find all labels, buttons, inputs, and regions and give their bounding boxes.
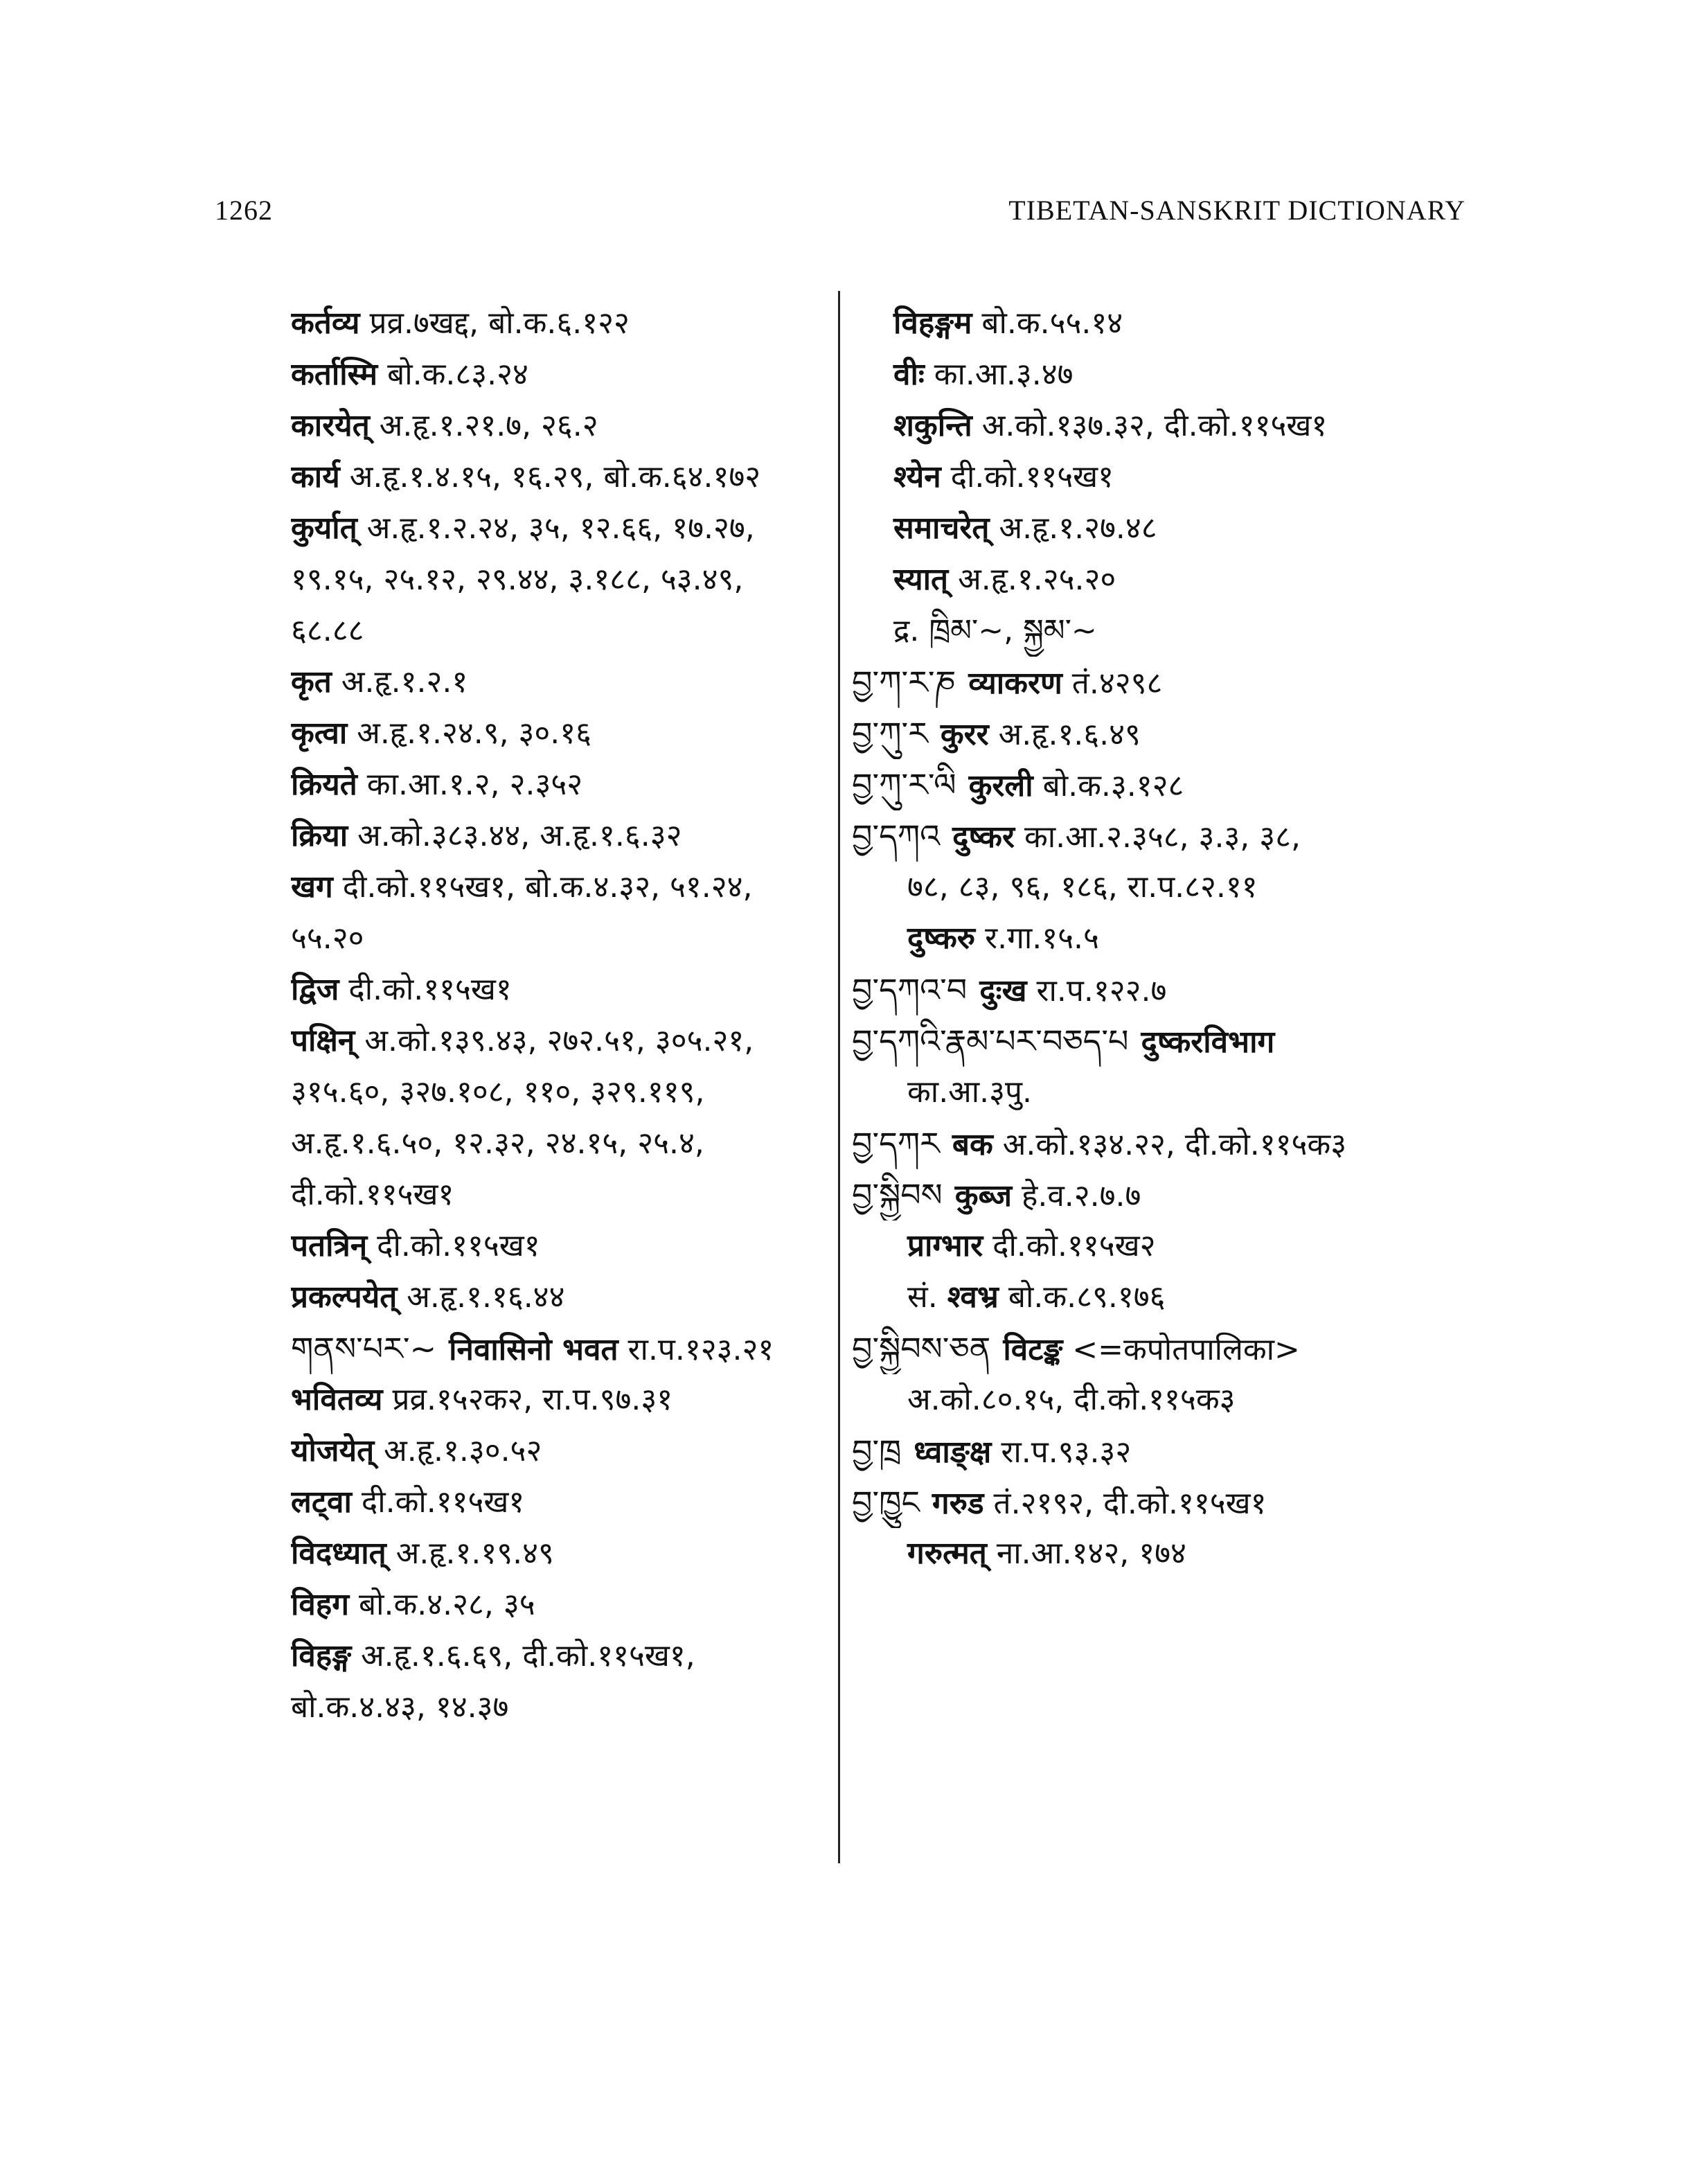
entry-line	[291, 1220, 845, 1272]
sanskrit-headword: दुष्करु	[907, 921, 976, 956]
source-reference: बो.क.४.४३, १४.३७	[291, 1689, 509, 1725]
entry-line	[852, 1067, 1461, 1118]
source-reference: प्रव्र.१५२क२, रा.प.९७.३१	[382, 1382, 673, 1417]
entry-line	[852, 1426, 1461, 1477]
source-reference: अ.हृ.१.२४.९, ३०.१६	[347, 716, 592, 751]
sanskrit-headword: भवितव्य	[291, 1382, 383, 1417]
entry-line	[852, 964, 1461, 1015]
source-reference: हे.व.२.७.७	[1011, 1178, 1141, 1214]
source-reference: तं.४२९८	[1062, 666, 1163, 701]
source-reference: ५५.२०	[291, 921, 364, 956]
sanskrit-headword: द्विज	[291, 972, 339, 1007]
left-column	[291, 298, 845, 1733]
tibetan-term: བྱ་ཀུ་ར་ལི	[852, 766, 956, 804]
sanskrit-headword: कुब्ज	[954, 1178, 1012, 1214]
sanskrit-headword: विटङ्क	[1003, 1332, 1063, 1367]
source-reference: अ.हृ.१.१६.४४	[397, 1279, 565, 1315]
entry-line	[291, 1682, 845, 1733]
source-reference: ७८, ८३, ९६, १८६, रा.प.८२.११	[907, 869, 1258, 905]
entry-line	[852, 605, 1461, 657]
entry-line	[291, 554, 845, 605]
entry-line	[852, 1118, 1461, 1169]
entry-line	[852, 1220, 1461, 1272]
source-reference: अ.हृ.१.२.१	[331, 664, 468, 700]
entry-line	[291, 1579, 845, 1631]
sanskrit-headword: कृत्वा	[291, 716, 348, 751]
tibetan-term: བྱ་སྐྱིབས	[852, 1176, 943, 1214]
entry-line	[852, 1374, 1461, 1426]
source-reference: रा.प.१२२.७	[1026, 973, 1167, 1009]
entry-line	[852, 708, 1461, 759]
sanskrit-headword: योजयेत्	[291, 1433, 375, 1468]
entry-line	[291, 657, 845, 708]
tibetan-term: གནས་པར་~	[291, 1330, 437, 1367]
entry-line	[852, 503, 1461, 554]
sanskrit-headword: कुरली	[968, 768, 1033, 804]
entry-line	[291, 1272, 845, 1323]
entry-line	[852, 1528, 1461, 1579]
sanskrit-headword: कुरर	[940, 717, 989, 752]
entry-line	[852, 810, 1461, 862]
sanskrit-headword: कर्तव्य	[291, 305, 360, 341]
source-reference: अ.हृ.१.२७.४८	[989, 511, 1157, 546]
sanskrit-headword: विहग	[291, 1587, 349, 1622]
sanskrit-headword: स्यात्	[893, 562, 949, 597]
source-reference: ३१५.६०, ३२७.१०८, ११०, ३२९.११९,	[291, 1074, 705, 1110]
sanskrit-headword: समाचरेत्	[893, 511, 990, 546]
sanskrit-headword: कार्य	[291, 459, 340, 495]
source-reference: दी.को.११५ख१	[291, 1177, 454, 1212]
source-reference: तं.२१९२, दी.को.११५ख१	[983, 1486, 1267, 1521]
sanskrit-headword: श्वभ्र	[947, 1279, 999, 1315]
source-reference: दी.को.११५ख२	[983, 1228, 1156, 1263]
sanskrit-headword: वीः	[893, 357, 925, 392]
entry-line	[852, 657, 1461, 708]
source-reference: बो.क.८३.२४	[377, 357, 528, 392]
source-reference: अ.हृ.१.२१.७, २६.२	[369, 408, 598, 443]
tibetan-term: བྱ་དཀའི་རྣམ་པར་བཅད་པ	[852, 1022, 1129, 1060]
source-reference: अ.को.३८३.४४, अ.हृ.१.६.३२	[348, 818, 682, 853]
source-reference: अ.हृ.१.२५.२०	[948, 562, 1116, 597]
tibetan-term: བྱ་ཀ་ར་ཎ	[852, 664, 956, 701]
source-reference: का.आ.२.३५८, ३.३, ३८,	[1014, 819, 1301, 855]
source-reference: र.गा.१५.५	[975, 921, 1099, 956]
entry-line	[291, 1015, 845, 1067]
entry-line	[291, 708, 845, 759]
source-reference: दी.को.११५ख१, बो.क.४.३२, ५१.२४,	[332, 869, 753, 905]
entry-line	[291, 862, 845, 913]
sanskrit-headword: क्रिया	[291, 818, 348, 853]
sanskrit-headword: पतत्रिन्	[291, 1228, 368, 1263]
source-reference: प्रव्र.७खद्द, बो.क.६.१२२	[359, 305, 630, 341]
source-reference: बो.क.३.१२८	[1033, 768, 1184, 804]
source-reference: दी.को.११५ख१	[351, 1484, 525, 1520]
sanskrit-headword: बक	[952, 1127, 993, 1162]
source-reference: १९.१५, २५.१२, २९.४४, ३.१८८, ५३.४९,	[291, 562, 744, 597]
source-reference: बो.क.८९.१७६	[998, 1279, 1166, 1315]
source-reference: दी.को.११५ख१	[941, 459, 1114, 495]
source-reference: अ.को.८०.१५, दी.को.११५क३	[907, 1382, 1236, 1417]
source-reference: अ.को.१३९.४३, २७२.५१, ३०५.२१,	[355, 1023, 754, 1058]
entry-line	[291, 810, 845, 862]
sanskrit-headword: प्राग्भार	[907, 1228, 983, 1263]
running-title: TIBETAN-SANSKRIT DICTIONARY	[1008, 195, 1466, 226]
sanskrit-headword: खग	[291, 869, 333, 905]
column-divider	[838, 291, 840, 1863]
source-reference: अ.हृ.१.४.१५, १६.२९, बो.क.६४.१७२	[339, 459, 761, 495]
entry-line	[291, 1118, 845, 1169]
entry-line	[852, 1477, 1461, 1528]
entry-line	[291, 759, 845, 810]
tibetan-term: བྱ་སྐྱིབས་ཅན	[852, 1330, 991, 1367]
sanskrit-headword: कृत	[291, 664, 332, 700]
entry-line	[291, 1323, 845, 1374]
tibetan-term: བྱ་དཀའ་བ	[852, 971, 968, 1009]
entry-line	[852, 1323, 1461, 1374]
tibetan-term: བྱ་དཀར	[852, 1125, 940, 1162]
sanskrit-headword: श्येन	[893, 459, 941, 495]
source-reference: अ.हृ.१.३०.५२	[374, 1433, 542, 1468]
entry-line	[852, 400, 1461, 452]
tibetan-term: བྱ་ཁྱུང	[852, 1484, 920, 1521]
entry-prefix: सं.	[907, 1279, 947, 1315]
source-reference: दी.को.११५ख१	[339, 972, 512, 1007]
source-reference: रा.प.१२३.२१	[618, 1332, 774, 1367]
sanskrit-headword: शकुन्ति	[893, 408, 972, 443]
source-reference: ना.आ.१४२, १७४	[986, 1536, 1186, 1571]
entry-line	[852, 1169, 1461, 1220]
entry-line	[291, 503, 845, 554]
sanskrit-headword: दुःख	[979, 973, 1027, 1009]
source-reference: बो.क.५५.१४	[972, 305, 1123, 341]
entry-line	[291, 349, 845, 400]
sanskrit-headword: गरुत्मत्	[907, 1536, 987, 1571]
tibetan-term: བྱ་དཀའ	[852, 817, 941, 855]
entry-line	[291, 1528, 845, 1579]
page-number: 1262	[215, 195, 273, 226]
tibetan-term: བྱ་ཀུ་ར	[852, 715, 928, 752]
entry-line	[852, 1015, 1461, 1067]
sanskrit-headword: प्रकल्पयेत्	[291, 1279, 398, 1315]
sanskrit-headword: कुर्यात्	[291, 511, 357, 546]
entry-line	[852, 913, 1461, 964]
entry-line	[291, 1426, 845, 1477]
sanskrit-headword: विदध्यात्	[291, 1536, 386, 1571]
tibetan-term: བྱ་ཁྲ	[852, 1432, 902, 1470]
entry-line	[852, 452, 1461, 503]
entry-line	[291, 1169, 845, 1220]
source-reference: बो.क.४.२८, ३५	[349, 1587, 535, 1622]
sanskrit-headword: लट्वा	[291, 1484, 352, 1520]
entry-line	[291, 605, 845, 657]
sanskrit-headword: ध्वाङ्क्ष	[914, 1435, 992, 1470]
sanskrit-headword: दुष्कर	[952, 819, 1015, 855]
source-reference: का.आ.१.२, २.३५२	[357, 767, 583, 802]
source-reference: अ.हृ.१.६.६९, दी.को.११५ख१,	[351, 1638, 695, 1673]
entry-line	[852, 1272, 1461, 1323]
entry-line	[291, 298, 845, 349]
entry-line	[291, 1631, 845, 1682]
source-reference: दी.को.११५ख१	[367, 1228, 540, 1263]
source-reference: अ.हृ.१.६.५०, १२.३२, २४.१५, २५.४,	[291, 1126, 704, 1161]
sanskrit-headword: क्रियते	[291, 767, 357, 802]
entry-line	[291, 400, 845, 452]
source-reference: अ.को.१३४.२२, दी.को.११५क३	[992, 1127, 1347, 1162]
sanskrit-headword: विहङ्गम	[893, 305, 972, 341]
sanskrit-headword: कारयेत्	[291, 408, 370, 443]
sanskrit-headword: निवासिनो भवत	[449, 1332, 618, 1367]
sanskrit-headword: व्याकरण	[968, 666, 1062, 701]
source-reference: अ.हृ.१.६.४९	[988, 717, 1141, 752]
entry-line	[852, 862, 1461, 913]
entry-line	[852, 554, 1461, 605]
entry-line	[291, 1477, 845, 1528]
source-reference: द्र. ཁྲིམ་~, སྐྱམ་~	[893, 613, 1097, 648]
source-reference: का.आ.३पु.	[907, 1074, 1032, 1110]
right-column	[852, 298, 1461, 1579]
entry-line	[291, 452, 845, 503]
entry-line	[291, 1374, 845, 1426]
sanskrit-headword: पक्षिन्	[291, 1023, 355, 1058]
sanskrit-headword: दुष्करविभाग	[1141, 1024, 1275, 1060]
entry-line	[852, 349, 1461, 400]
sanskrit-headword: कर्तास्मि	[291, 357, 378, 392]
entry-line	[852, 298, 1461, 349]
source-reference: का.आ.३.४७	[924, 357, 1074, 392]
entry-line	[291, 913, 845, 964]
source-reference: ६८.८८	[291, 613, 364, 648]
sanskrit-headword: गरुड	[932, 1486, 984, 1521]
source-reference: अ.को.१३७.३२, दी.को.११५ख१	[972, 408, 1328, 443]
source-reference: रा.प.९३.३२	[991, 1435, 1132, 1470]
entry-line	[852, 759, 1461, 810]
entry-line	[291, 1067, 845, 1118]
source-reference: अ.हृ.१.२.२४, ३५, १२.६६, १७.२७,	[357, 511, 755, 546]
sanskrit-headword: विहङ्ग	[291, 1638, 352, 1673]
entry-line	[291, 964, 845, 1015]
source-reference: अ.हृ.१.१९.४९	[386, 1536, 554, 1571]
source-reference: <=कपोतपालिका>	[1062, 1332, 1300, 1367]
